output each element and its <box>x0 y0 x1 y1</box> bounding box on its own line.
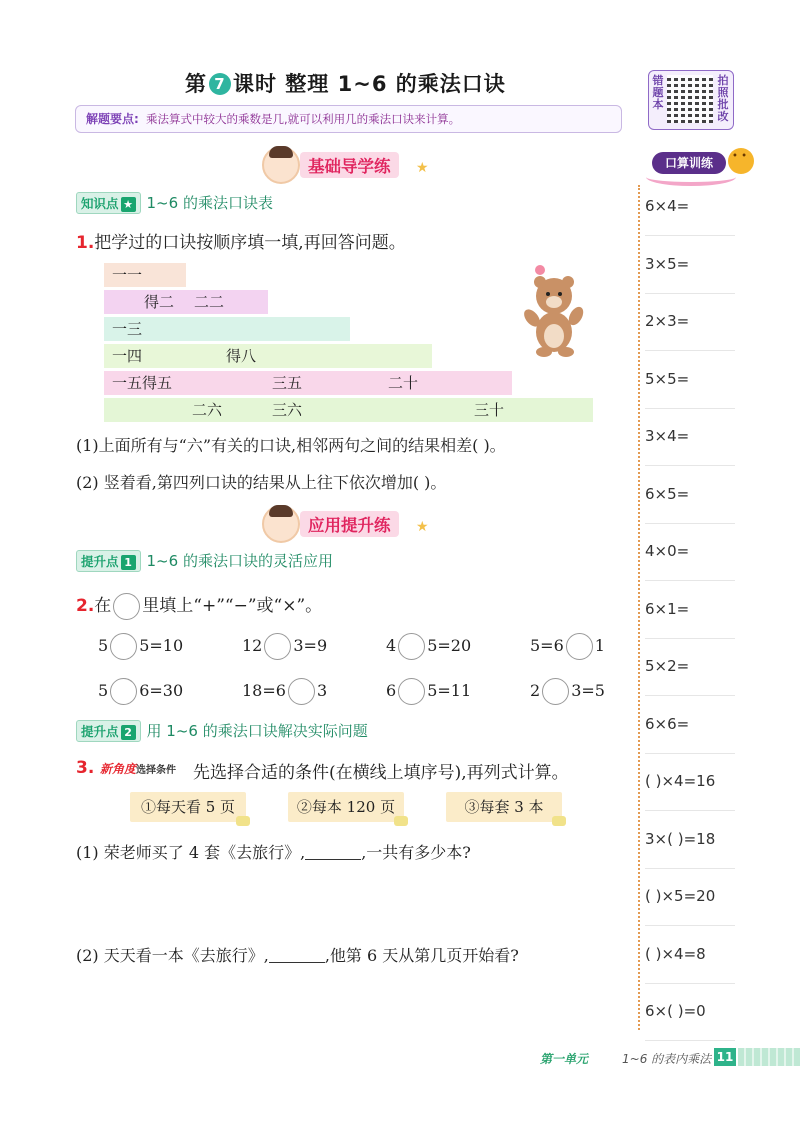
tip-bar <box>75 105 622 133</box>
improve-point-2-tag <box>76 720 368 742</box>
chapter-label: 1~6 的表内乘法 <box>622 1052 712 1066</box>
question-1 <box>76 228 406 253</box>
condition-3[interactable]: ③每套 3 本 <box>446 792 562 822</box>
equation: 5 6=30 <box>98 677 183 705</box>
question-text: 把学过的口诀按顺序填一填,再回答问题。 <box>94 233 406 253</box>
sub-question-3-2: (2) 天天看一本《去旅行》, ,他第 6 天从第几页开始看? <box>76 946 519 965</box>
condition-2[interactable]: ②每本 120 页 <box>288 792 404 822</box>
oral-item-text: ( )×4=16 <box>645 772 716 790</box>
oral-item[interactable] <box>645 982 735 1041</box>
oral-training-title: 口算训练 <box>652 152 726 174</box>
improve-text: 用 1~6 的乘法口诀解决实际问题 <box>146 722 368 740</box>
question-number: 2. <box>76 596 95 616</box>
section-banner-text: 应用提升练 <box>300 511 399 537</box>
page-title <box>185 68 506 98</box>
table-cell: 一三 <box>112 320 143 338</box>
table-row <box>104 263 186 287</box>
footer-decoration <box>738 1048 800 1066</box>
section-banner-basic <box>262 146 432 182</box>
sub-question-2: (2) 竖着看,第四列口诀的结果从上往下依次增加( )。 <box>76 473 447 492</box>
sub-question-1: (1)上面所有与“六”有关的口诀,相邻两句之间的结果相差( )。 <box>76 436 506 455</box>
page-footer <box>540 1048 800 1068</box>
improve-point-1-tag <box>76 550 333 572</box>
qr-code-box[interactable] <box>648 70 734 130</box>
sub-question-3-1: (1) 荣老师买了 4 套《去旅行》, ,一共有多少本? <box>76 843 471 862</box>
oral-item[interactable] <box>645 292 735 351</box>
column-divider <box>638 185 640 1030</box>
tip-text: 乘法算式中较大的乘数是几,就可以利用几的乘法口诀来计算。 <box>146 112 461 126</box>
oral-item-text: 6×( )=0 <box>645 1002 706 1020</box>
page-number: 11 <box>714 1048 736 1066</box>
bear-mascot-icon <box>516 262 586 358</box>
answer-blank[interactable] <box>269 961 325 963</box>
equation: 12 3=9 <box>242 632 327 660</box>
table-row <box>104 317 350 341</box>
equation: 2 3=5 <box>530 677 605 705</box>
oral-item[interactable] <box>645 810 735 869</box>
oral-item[interactable] <box>645 465 735 524</box>
answer-circle[interactable] <box>110 678 137 705</box>
equation: 4 5=20 <box>386 632 471 660</box>
oral-item-text: 5×2= <box>645 657 690 675</box>
table-row <box>104 290 268 314</box>
table-cell: 得八 <box>226 347 257 365</box>
section-banner-text: 基础导学练 <box>300 152 399 178</box>
oral-item-text: 3×5= <box>645 254 690 273</box>
question-2: 2.在 里填上“+”“−”或“×”。 <box>76 591 322 620</box>
title-prefix: 第 <box>185 72 207 96</box>
oral-item[interactable] <box>645 407 735 466</box>
oral-item[interactable] <box>645 177 735 236</box>
table-cell: 一五得五 <box>112 374 173 392</box>
table-cell: 三六 <box>272 401 303 419</box>
mascot-icon <box>728 148 754 174</box>
oral-item-text: 6×5= <box>645 484 690 503</box>
oral-item[interactable] <box>645 695 735 754</box>
improve-label: 提升点 1 <box>76 550 141 572</box>
knowledge-label: 知识点 ★ <box>76 192 141 214</box>
answer-circle[interactable] <box>542 678 569 705</box>
star-badge-icon: ★ <box>121 197 136 212</box>
lesson-number-badge: 7 <box>209 73 231 95</box>
answer-circle[interactable] <box>113 593 140 620</box>
qr-code-icon <box>667 75 713 123</box>
oral-item-text: 6×4= <box>645 197 690 215</box>
table-cell: 一一 <box>112 266 143 284</box>
oral-item[interactable] <box>645 867 735 926</box>
table-cell: 得二 <box>144 293 175 311</box>
title-text: 课时 整理 1~6 的乘法口诀 <box>233 72 506 96</box>
equation: 18=6 3 <box>242 677 327 705</box>
table-row <box>104 371 512 395</box>
table-cell: 二十 <box>388 374 419 392</box>
star-icon: ★ <box>416 160 429 176</box>
table-row <box>104 344 432 368</box>
oral-item[interactable] <box>645 235 735 294</box>
kid-face-icon <box>262 146 300 184</box>
qr-left-label: 错题本 <box>652 74 664 111</box>
new-angle-tag: 新角度选择条件 <box>100 762 177 776</box>
table-cell: 三五 <box>272 374 303 392</box>
oral-item[interactable] <box>645 350 735 409</box>
kid-face-icon <box>262 505 300 543</box>
star-icon: ★ <box>416 519 429 535</box>
oral-item-text: 3×4= <box>645 427 690 445</box>
condition-1[interactable]: ①每天看 5 页 <box>130 792 246 822</box>
answer-circle[interactable] <box>264 633 291 660</box>
question-3-text: 先选择合适的条件(在横线上填序号),再列式计算。 <box>193 763 569 783</box>
oral-item-text: 3×( )=18 <box>645 829 716 848</box>
unit-label: 第一单元 <box>540 1052 589 1066</box>
answer-circle[interactable] <box>398 633 425 660</box>
oral-item-text: 6×6= <box>645 714 690 733</box>
oral-item[interactable] <box>645 580 735 639</box>
oral-item[interactable] <box>645 752 735 811</box>
table-cell: 二六 <box>192 401 223 419</box>
oral-item-text: 5×5= <box>645 369 690 388</box>
oral-item-text: ( )×5=20 <box>645 887 716 905</box>
answer-circle[interactable] <box>566 633 593 660</box>
equation: 6 5=11 <box>386 677 471 705</box>
table-cell: 二二 <box>194 293 225 311</box>
improve-label: 提升点 2 <box>76 720 141 742</box>
knowledge-point-tag <box>76 192 273 214</box>
answer-blank[interactable] <box>305 858 361 860</box>
table-cell: 一四 <box>112 347 143 365</box>
equation: 5=6 1 <box>530 632 605 660</box>
answer-circle[interactable] <box>398 678 425 705</box>
answer-circle[interactable] <box>110 633 137 660</box>
oral-item-text: 6×1= <box>645 599 690 618</box>
table-row <box>104 398 593 422</box>
oral-item[interactable] <box>645 925 735 984</box>
tip-label: 解题要点: <box>86 112 139 126</box>
question-number: 1. <box>76 233 95 253</box>
answer-circle[interactable] <box>288 678 315 705</box>
oral-item[interactable] <box>645 637 735 696</box>
table-cell: 三十 <box>474 401 505 419</box>
oral-item-text: 2×3= <box>645 312 690 330</box>
section-banner-applied <box>262 505 432 541</box>
oral-item[interactable] <box>645 522 735 581</box>
improve-text: 1~6 的乘法口诀的灵活应用 <box>146 552 333 570</box>
oral-item-text: 4×0= <box>645 542 690 560</box>
question-3-number: 3. <box>76 758 95 778</box>
knowledge-text: 1~6 的乘法口诀表 <box>146 194 273 212</box>
equation: 5 5=10 <box>98 632 183 660</box>
qr-right-label: 拍照批改 <box>717 74 729 123</box>
oral-item-text: ( )×4=8 <box>645 944 706 963</box>
